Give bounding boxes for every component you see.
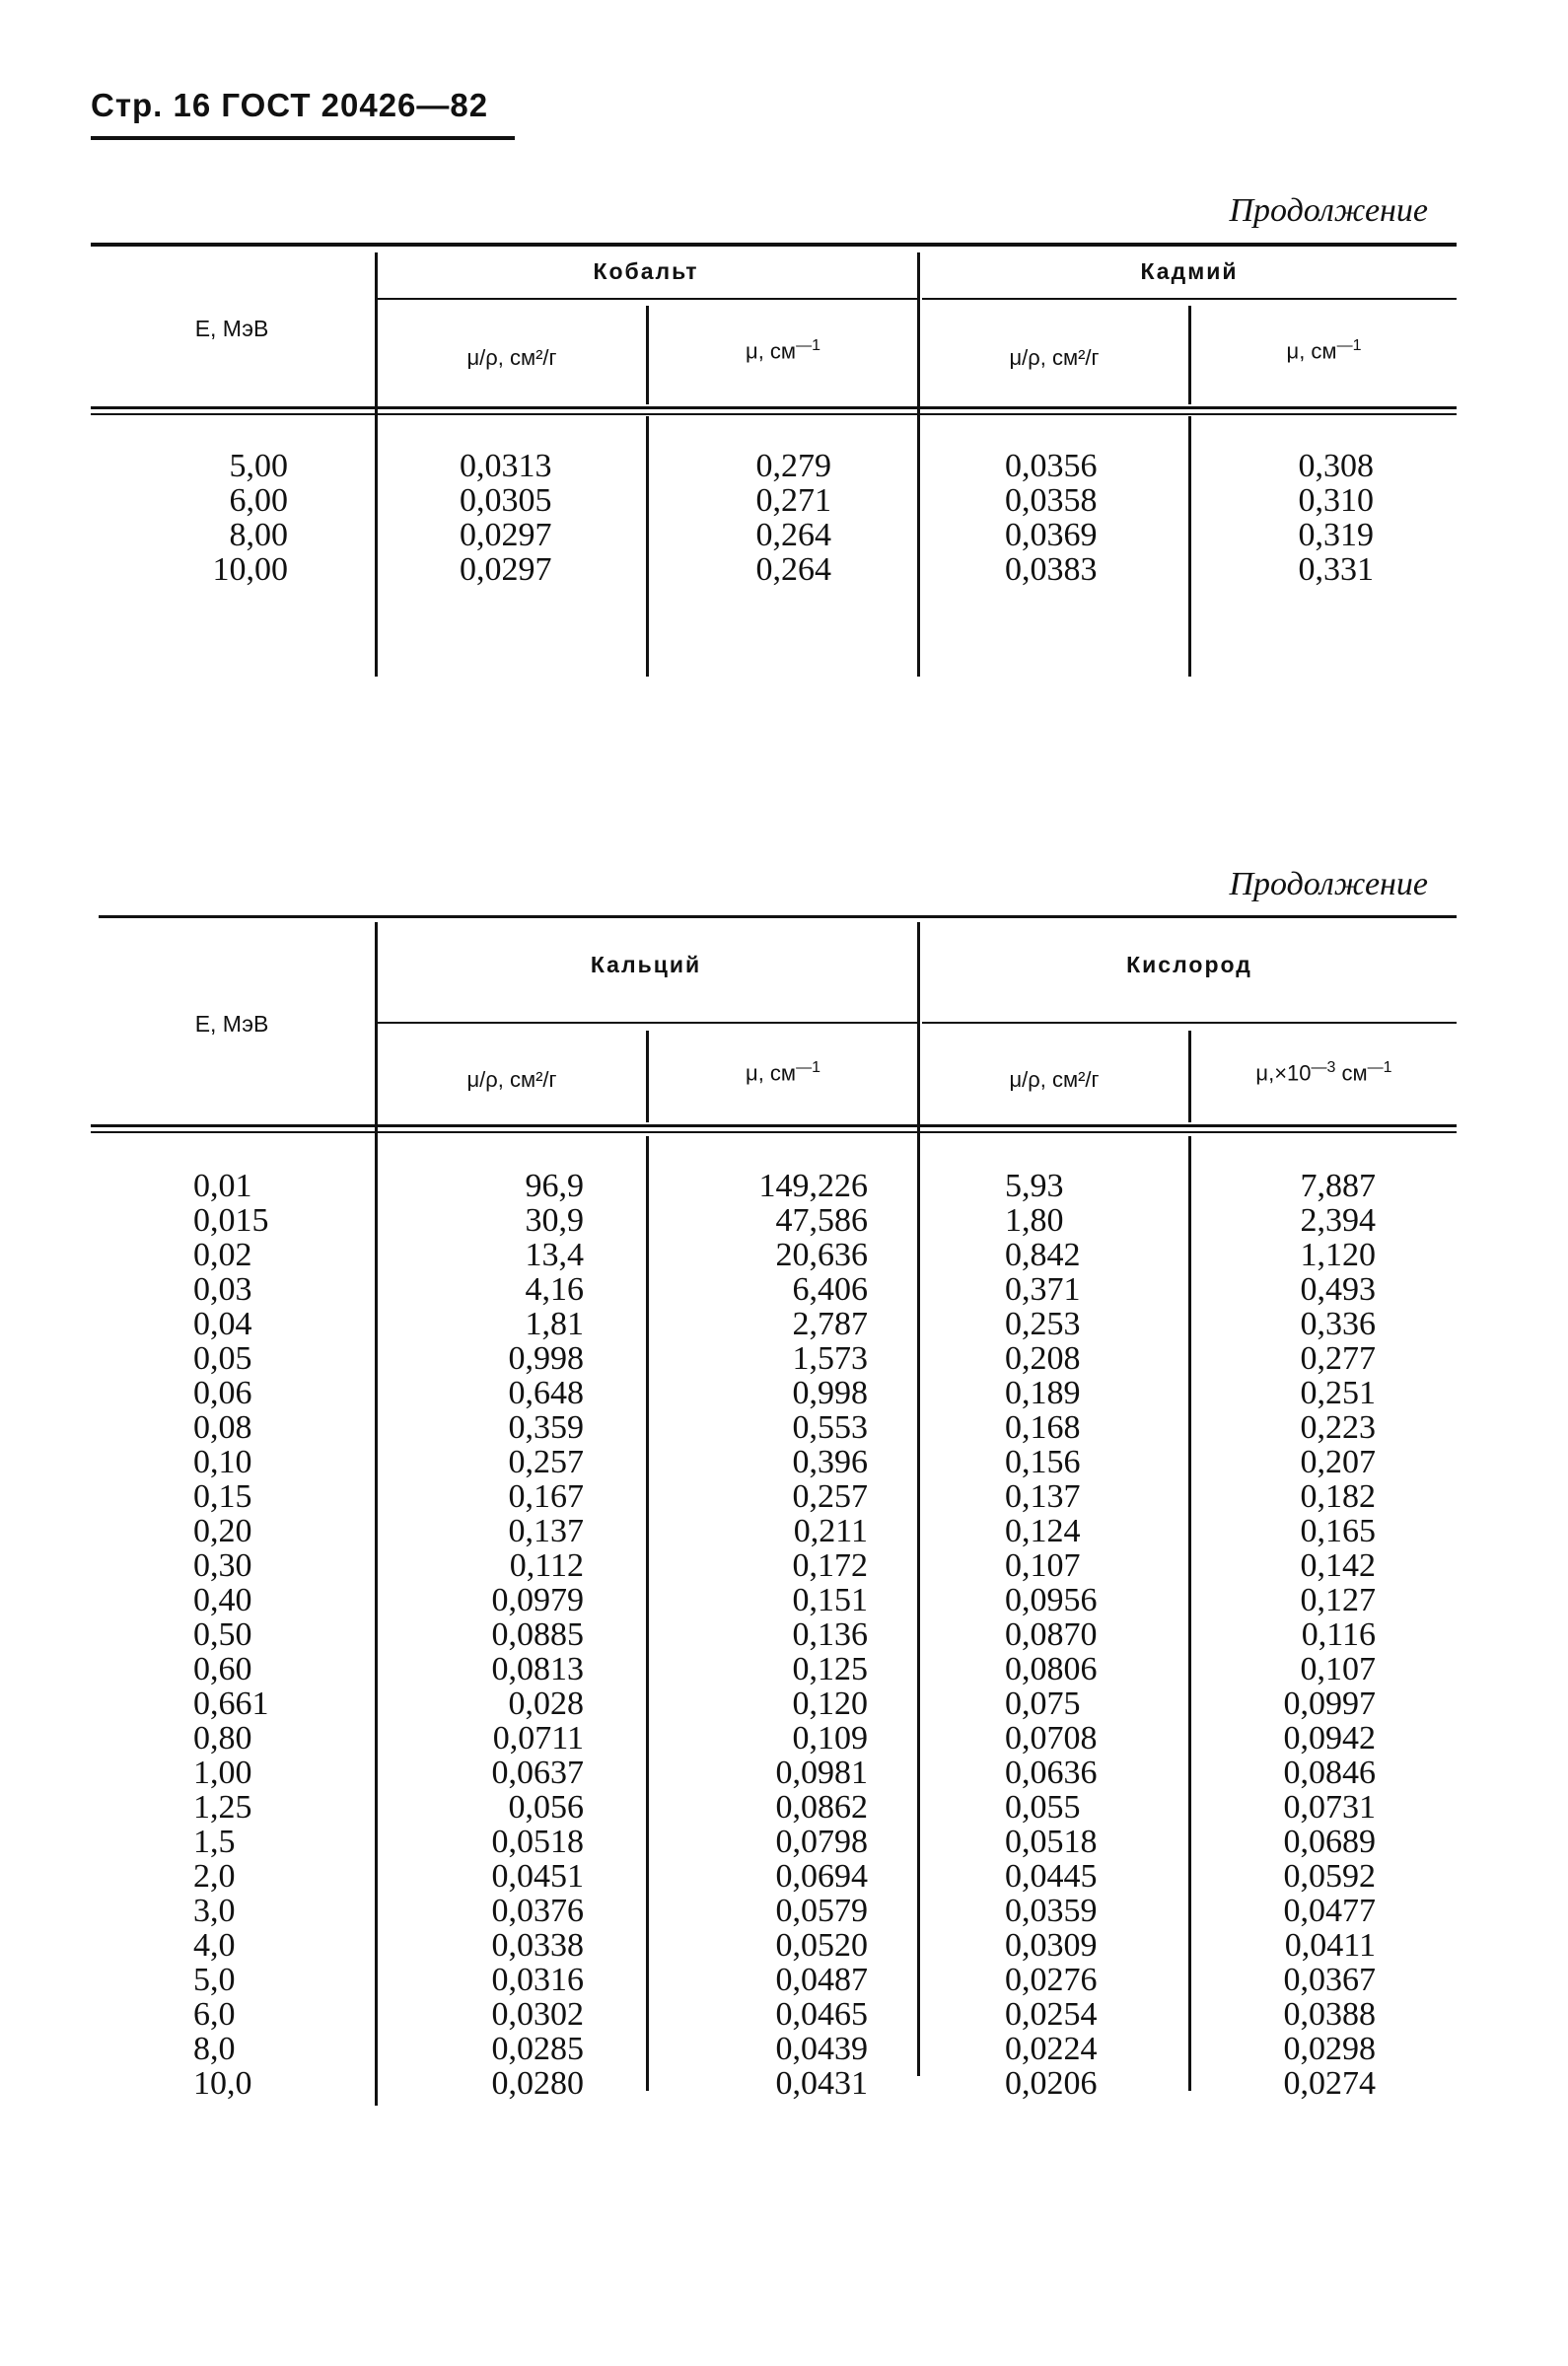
table-cell: 6,406	[792, 1271, 868, 1308]
table-cell: 0,0579	[775, 1893, 868, 1929]
table-cell: 0,211	[793, 1513, 868, 1549]
table-cell: 0,0465	[775, 1996, 868, 2033]
table-cell: 0,075	[1005, 1685, 1081, 1722]
table-cell: 0,208	[1005, 1340, 1081, 1377]
table1-vline-2b	[646, 416, 649, 677]
table1-sub-linear-2: μ, $см^{—1}$	[1286, 337, 1362, 364]
header-underline	[91, 136, 515, 140]
table-cell: 0,0518	[491, 1824, 584, 1860]
table-cell: 0,0487	[775, 1962, 868, 1998]
table-cell: 0,0431	[775, 2065, 868, 2102]
table-cell: 0,137	[508, 1513, 584, 1549]
table-cell: 0,0383	[1005, 551, 1098, 588]
table2-col-energy	[193, 1169, 341, 2101]
table-cell: 0,0997	[1283, 1685, 1376, 1722]
table2-sub-mass-2: μ/ρ, см²/г	[1009, 1067, 1100, 1092]
table-cell: 0,0358	[1005, 482, 1098, 519]
table-cell: 0,04	[193, 1306, 252, 1342]
table1-header-rule-b	[91, 413, 1457, 415]
table-cell: 6,00	[229, 482, 288, 519]
table-cell: 0,03	[193, 1271, 252, 1308]
table2-vline-1	[375, 922, 378, 2106]
table-cell: 0,151	[792, 1582, 868, 1618]
table-cell: 1,120	[1300, 1237, 1376, 1273]
table-cell: 7,887	[1300, 1168, 1376, 1204]
table-cell: 0,257	[508, 1444, 584, 1480]
table-cell: 2,787	[792, 1306, 868, 1342]
table-cell: 0,648	[508, 1375, 584, 1411]
table-cell: 0,08	[193, 1409, 252, 1446]
table-cell: 1,573	[792, 1340, 868, 1377]
table-cell: 1,81	[525, 1306, 584, 1342]
table-cell: 0,0297	[460, 517, 552, 553]
table1-col-cadmium-linear	[1213, 449, 1374, 587]
table-cell: 0,998	[792, 1375, 868, 1411]
table1-group2-rule	[922, 298, 1457, 300]
table1-top-rule	[91, 243, 1457, 247]
table-cell: 0,251	[1300, 1375, 1376, 1411]
table2-col-calcium-mass	[438, 1169, 584, 2101]
page-header: Стр. 16 ГОСТ 20426—82	[91, 87, 489, 123]
table-cell: 3,0	[193, 1893, 236, 1929]
table-cell: 0,0276	[1005, 1962, 1098, 1998]
table-cell: 0,264	[755, 551, 831, 588]
table-cell: 0,137	[1005, 1478, 1081, 1515]
table-cell: 0,998	[508, 1340, 584, 1377]
table-cell: 0,156	[1005, 1444, 1081, 1480]
table-cell: 149,226	[758, 1168, 868, 1204]
table-cell: 0,0280	[491, 2065, 584, 2102]
table-cell: 30,9	[525, 1202, 584, 1239]
table-cell: 0,0356	[1005, 448, 1098, 484]
table-cell: 0,168	[1005, 1409, 1081, 1446]
table-cell: 0,0592	[1283, 1858, 1376, 1895]
table2-vline-2b	[646, 1136, 649, 2091]
table-cell: 0,0367	[1283, 1962, 1376, 1998]
table-cell: 0,15	[193, 1478, 252, 1515]
table-cell: 0,0274	[1283, 2065, 1376, 2102]
table1-col-cobalt-mass	[460, 449, 627, 587]
table-cell: 8,0	[193, 2031, 236, 2067]
table-cell: 0,165	[1300, 1513, 1376, 1549]
table1-vline-1	[375, 252, 378, 677]
table-cell: 0,336	[1300, 1306, 1376, 1342]
table-cell: 0,142	[1300, 1547, 1376, 1584]
table-cell: 0,0694	[775, 1858, 868, 1895]
table-cell: 0,056	[508, 1789, 584, 1826]
table-cell: 5,0	[193, 1962, 236, 1998]
table2-col-oxygen-linear	[1208, 1169, 1376, 2101]
table-cell: 0,0520	[775, 1927, 868, 1964]
table-cell: 13,4	[525, 1237, 584, 1273]
table-cell: 0,40	[193, 1582, 252, 1618]
table-cell: 0,223	[1300, 1409, 1376, 1446]
table-cell: 6,0	[193, 1996, 236, 2033]
table-cell: 0,182	[1300, 1478, 1376, 1515]
table-cell: 20,636	[775, 1237, 868, 1273]
table-cell: 0,0979	[491, 1582, 584, 1618]
table-cell: 0,0298	[1283, 2031, 1376, 2067]
table-cell: 0,0302	[491, 1996, 584, 2033]
table-cell: 0,124	[1005, 1513, 1081, 1549]
table-cell: 0,0445	[1005, 1858, 1098, 1895]
table-cell: 0,253	[1005, 1306, 1081, 1342]
table-cell: 8,00	[229, 517, 288, 553]
table2-group2-rule	[922, 1022, 1457, 1024]
table-cell: 0,0870	[1005, 1616, 1098, 1653]
table-cell: 0,264	[755, 517, 831, 553]
table-cell: 0,308	[1298, 448, 1374, 484]
table1-energy-header: E, МэВ	[194, 316, 269, 341]
table-cell: 0,02	[193, 1237, 252, 1273]
table-cell: 0,0309	[1005, 1927, 1098, 1964]
table-cell: 0,207	[1300, 1444, 1376, 1480]
table2-sub-linear-1: μ, $см^{—1}$	[746, 1059, 820, 1086]
table-cell: 0,028	[508, 1685, 584, 1722]
table1-sub-mass-2: μ/ρ, см²/г	[1009, 345, 1100, 370]
table-cell: 0,0338	[491, 1927, 584, 1964]
table-cell: 0,0689	[1283, 1824, 1376, 1860]
table-cell: 0,0636	[1005, 1755, 1098, 1791]
table-cell: 0,271	[755, 482, 831, 519]
table-cell: 5,93	[1005, 1168, 1064, 1204]
table-cell: 0,0297	[460, 551, 552, 588]
table-cell: 0,120	[792, 1685, 868, 1722]
table-cell: 0,0451	[491, 1858, 584, 1895]
table-cell: 0,125	[792, 1651, 868, 1687]
table-cell: 0,0942	[1283, 1720, 1376, 1757]
table-cell: 0,0285	[491, 2031, 584, 2067]
table-cell: 0,05	[193, 1340, 252, 1377]
table-cell: 0,30	[193, 1547, 252, 1584]
table-cell: 0,842	[1005, 1237, 1081, 1273]
table-cell: 0,319	[1298, 517, 1374, 553]
table2-vline-3	[917, 922, 920, 2076]
table-cell: 0,0477	[1283, 1893, 1376, 1929]
table-cell: 0,0518	[1005, 1824, 1098, 1860]
table-cell: 0,0708	[1005, 1720, 1098, 1757]
table1-group1-rule	[375, 298, 917, 300]
table1-vline-4b	[1188, 416, 1191, 677]
table-cell: 0,109	[792, 1720, 868, 1757]
table2-group-oxygen: Кислород	[1126, 952, 1252, 977]
table-cell: 0,167	[508, 1478, 584, 1515]
table-cell: 0,0798	[775, 1824, 868, 1860]
table1-col-energy	[148, 449, 288, 587]
table-cell: 0,189	[1005, 1375, 1081, 1411]
table-cell: 5,00	[229, 448, 288, 484]
table-cell: 0,055	[1005, 1789, 1081, 1826]
table-cell: 0,01	[193, 1168, 252, 1204]
table-cell: 0,116	[1301, 1616, 1376, 1653]
table1-header-rule-a	[91, 406, 1457, 409]
table-cell: 0,10	[193, 1444, 252, 1480]
table-cell: 4,16	[525, 1271, 584, 1308]
table2-col-calcium-linear	[690, 1169, 868, 2101]
table-cell: 0,493	[1300, 1271, 1376, 1308]
table-cell: 0,107	[1300, 1651, 1376, 1687]
table-cell: 0,0637	[491, 1755, 584, 1791]
table-cell: 0,310	[1298, 482, 1374, 519]
table2-col-oxygen-mass	[1005, 1169, 1173, 2101]
table-cell: 0,257	[792, 1478, 868, 1515]
table-cell: 0,0305	[460, 482, 552, 519]
table1-sub-linear-1: μ, $см^{—1}$	[746, 337, 820, 364]
table-cell: 0,0846	[1283, 1755, 1376, 1791]
table-cell: 0,0376	[491, 1893, 584, 1929]
table2-header-rule-b	[91, 1131, 1457, 1133]
table-cell: 0,0731	[1283, 1789, 1376, 1826]
table-cell: 0,396	[792, 1444, 868, 1480]
table-cell: 0,0885	[491, 1616, 584, 1653]
table2-group1-rule	[375, 1022, 917, 1024]
table-cell: 0,06	[193, 1375, 252, 1411]
continuation-label-2: Продолжение	[1229, 866, 1428, 902]
table1-group-cadmium: Кадмий	[1140, 258, 1239, 284]
table-cell: 0,0206	[1005, 2065, 1098, 2102]
table-cell: 0,136	[792, 1616, 868, 1653]
table-cell: 0,553	[792, 1409, 868, 1446]
table-cell: 0,0439	[775, 2031, 868, 2067]
table-cell: 1,00	[193, 1755, 252, 1791]
table2-group-calcium: Кальций	[590, 952, 702, 977]
table-cell: 2,394	[1300, 1202, 1376, 1239]
table-cell: 0,50	[193, 1616, 252, 1653]
table-cell: 0,0359	[1005, 1893, 1098, 1929]
table-cell: 0,20	[193, 1513, 252, 1549]
table-cell: 47,586	[775, 1202, 868, 1239]
table1-col-cobalt-linear	[671, 449, 831, 587]
table-cell: 0,0411	[1284, 1927, 1376, 1964]
table-cell: 0,0388	[1283, 1996, 1376, 2033]
table2-vline-4b	[1188, 1136, 1191, 2091]
table-cell: 4,0	[193, 1927, 236, 1964]
table-cell: 0,107	[1005, 1547, 1081, 1584]
table-cell: 0,0313	[460, 448, 552, 484]
table-cell: 0,0806	[1005, 1651, 1098, 1687]
table-cell: 0,172	[792, 1547, 868, 1584]
table-cell: 0,279	[755, 448, 831, 484]
table-cell: 0,359	[508, 1409, 584, 1446]
table-cell: 0,0956	[1005, 1582, 1098, 1618]
table-cell: 0,0981	[775, 1755, 868, 1791]
table-cell: 0,60	[193, 1651, 252, 1687]
table-cell: 0,371	[1005, 1271, 1081, 1308]
table-cell: 0,127	[1300, 1582, 1376, 1618]
table1-vline-3	[917, 252, 920, 677]
table2-energy-header: E, МэВ	[194, 1011, 269, 1037]
table-cell: 1,80	[1005, 1202, 1064, 1239]
table-cell: 1,5	[193, 1824, 236, 1860]
table-cell: 10,0	[193, 2065, 252, 2102]
table-cell: 0,331	[1298, 551, 1374, 588]
table-cell: 0,0254	[1005, 1996, 1098, 2033]
table-cell: 0,80	[193, 1720, 252, 1757]
table-cell: 0,015	[193, 1202, 269, 1239]
table-cell: 0,0711	[492, 1720, 584, 1757]
table2-top-rule	[99, 915, 1457, 918]
table-cell: 96,9	[525, 1168, 584, 1204]
table-cell: 0,277	[1300, 1340, 1376, 1377]
continuation-label-1: Продолжение	[1229, 192, 1428, 229]
table2-sub-linear-2: $\mu,\times 10^{—3}$ $см^{—1}$	[1255, 1059, 1392, 1086]
table-cell: 0,0813	[491, 1651, 584, 1687]
table-cell: 1,25	[193, 1789, 252, 1826]
table-cell: 0,661	[193, 1685, 269, 1722]
table2-sub-mass-1: μ/ρ, см²/г	[466, 1067, 557, 1092]
table2-header-rule-a	[91, 1124, 1457, 1127]
table-cell: 0,112	[509, 1547, 584, 1584]
table-cell: 0,0224	[1005, 2031, 1098, 2067]
table1-sub-mass-1: μ/ρ, см²/г	[466, 345, 557, 370]
table-cell: 10,00	[212, 551, 288, 588]
table1-col-cadmium-mass	[1005, 449, 1173, 587]
table-cell: 0,0862	[775, 1789, 868, 1826]
table-cell: 0,0369	[1005, 517, 1098, 553]
table-cell: 2,0	[193, 1858, 236, 1895]
table1-group-cobalt: Кобальт	[593, 258, 699, 284]
table-cell: 0,0316	[491, 1962, 584, 1998]
